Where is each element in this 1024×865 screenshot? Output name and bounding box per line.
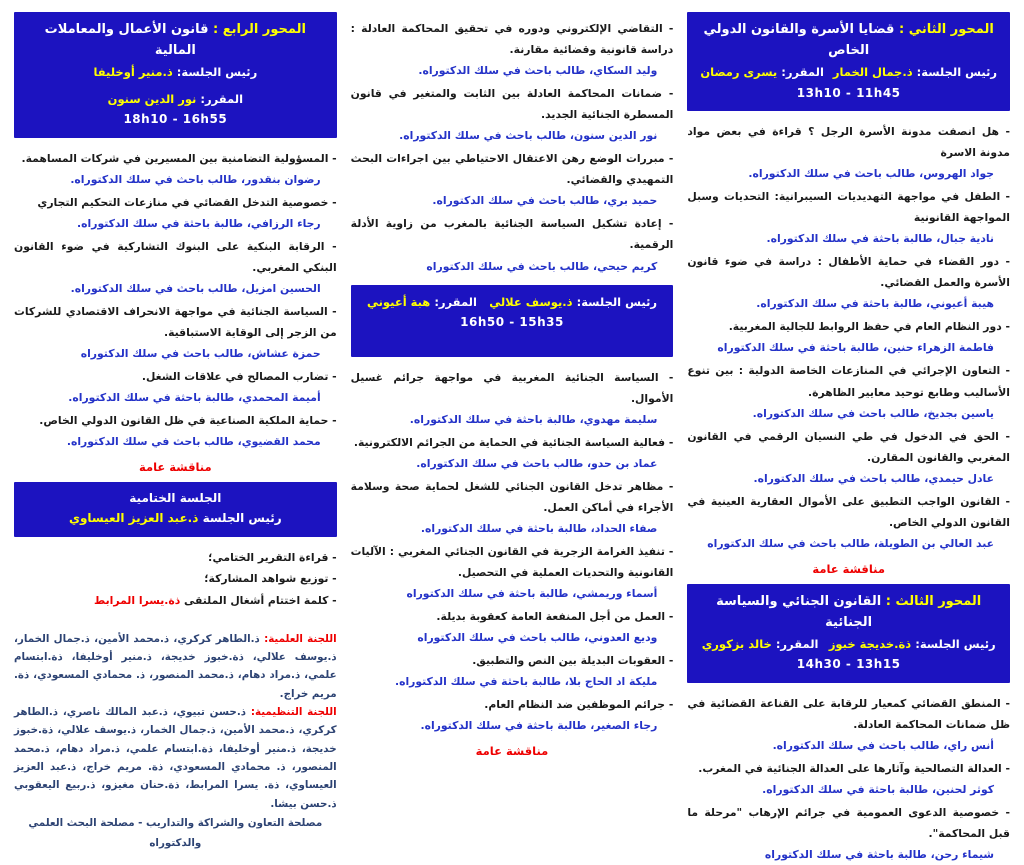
paper-title: - مظاهر تدخل القانون الجنائي للشغل لحماية صحة وسلامة الأجراء في أماكن العمل.	[350, 479, 674, 514]
paper-item	[687, 693, 1010, 756]
paper-item	[351, 83, 674, 146]
paper-item	[687, 360, 1010, 423]
axis2-label: المحور الثاني :	[898, 22, 994, 37]
paper-item	[14, 192, 337, 234]
axis2-rapporteur: يسرى رمضان	[700, 64, 778, 79]
paper-title: - العدالة التصالحية وآثارها على العدالة الجنائية في المغرب.	[698, 761, 1010, 775]
column-right	[687, 12, 1010, 862]
closing-item: - توزيع شواهد المشاركة؛	[204, 572, 337, 586]
paper-presenter: وليد السكاي، طالب باحث في سلك الدكتوراه.	[418, 64, 658, 78]
axis4-session-line	[24, 62, 327, 109]
paper-presenter: جواد الهروس، طالب باحث في سلك الدكتوراه.	[748, 167, 994, 181]
closing-session-header	[14, 482, 337, 537]
paper-title: - مبررات الوضع رهن الاعتقال الاحتياطي بين اجراءات البحث التمهيدي والقضائي.	[350, 152, 674, 187]
axis3-session-line	[697, 634, 1000, 655]
axis2-chair: ذ.جمال الخمار	[832, 64, 913, 79]
paper-title: - حماية الملكية الصناعية في ظل القانون الدولي الخاص.	[39, 414, 337, 428]
closing-item: - قراءة التقرير الختامي؛	[208, 550, 337, 564]
paper-title: - تنفيذ الغرامة الزجرية في القانون الجنائي المغربي : الآليات القانونية والتحديات العملية في التحصيل.	[350, 545, 674, 580]
organizing-committee	[14, 703, 337, 813]
column-left	[13, 12, 337, 849]
axis4-time: 18h10 - 16h55	[123, 112, 228, 127]
rapporteur-label: المقرر:	[200, 91, 244, 106]
paper-item	[14, 236, 337, 299]
paper-item	[351, 18, 674, 81]
paper-item	[687, 121, 1010, 184]
paper-presenter: الحسين امزيل، طالب باحث في سلك الدكتوراه.	[70, 281, 321, 295]
axis4-rapporteur: نور الدين سنون	[107, 91, 197, 106]
general-discussion: مناقشة عامة	[475, 744, 549, 759]
paper-title: - تضارب المصالح في علاقات الشغل.	[141, 370, 337, 384]
axis3-label: المحور الثالث :	[885, 593, 982, 609]
chair-label: رئيس الجلسة:	[176, 64, 258, 79]
axis2-title: قضايا الأسرة والقانون الدولي الخاص	[703, 22, 895, 59]
paper-title: - ضمانات المحاكمة العادلة بين الثابت والمتغير في قانون المسطرة الجنائية الجديد.	[350, 87, 674, 122]
scientific-committee-label: اللجنة العلمية:	[259, 632, 337, 645]
paper-item	[351, 213, 674, 276]
paper-title: - خصوصية التدخل القضائي في منازعات التحكيم التجاري	[37, 195, 337, 209]
organizing-committee-label: اللجنة التنظيمية:	[246, 705, 337, 718]
paper-title: - الحق في الدخول في طي النسيان الرقمي في القانون المغربي والقانون المقارن.	[687, 429, 1010, 464]
closing-item	[14, 590, 337, 612]
axis2-session-line	[697, 62, 1000, 83]
paper-presenter: عبد العالي بن الطويلة، طالب باحث في سلك الدكتوراه	[707, 536, 994, 550]
axis3-title: القانون الجنائي والسياسة الجنائية	[716, 593, 882, 631]
organizing-committee-members: ذ.حسن تبيوي، ذ.عبد المالك ناصري، ذ.الطاهر كركري، ذ.محمد الأمين، ذ.جمال الخمار، ذ.يوسف علالي، ذة.خبوز خديجة، ذ.منير أوخليفا، ذة.ابتسام علمي، ذ.مراد دهام، ذ.محمد المنصور، ذ. محمادي المسعودي، ذة. مريم خراج، ذ.عبد العزيز العيساوي، ذة. يسرا المرابط، ذة.حنان مغيزو، ذ.ربيع اليعقوبي ذ.حسن بيشا.	[13, 705, 337, 810]
paper-presenter: عادل حيمدي، طالب باحث في سلك الدكتوراه.	[753, 471, 994, 485]
paper-presenter: شيماء رحن، طالبة باحثة في سلك الدكتوراه	[764, 848, 994, 862]
column-middle	[350, 12, 674, 759]
axis2-title-line	[697, 19, 1000, 62]
paper-presenter: رجاء الرزافي، طالبة باحثة في سلك الدكتوراه.	[77, 216, 321, 230]
evening-session-line	[361, 292, 664, 313]
paper-item	[351, 541, 674, 604]
paper-presenter: مليكة اد الحاج بلا، طالبة باحثة في سلك الدكتوراه.	[394, 675, 658, 689]
paper-presenter: نور الدين سنون، طالب باحث في سلك الدكتوراه.	[399, 129, 658, 143]
paper-title: - دور النظام العام في حفظ الروابط للجالية المغربية.	[728, 320, 1010, 334]
paper-title: - هل انصفت مدونة الأسرة الرجل ؟ قراءة في بعض مواد مدونة الاسرة	[687, 124, 1010, 159]
paper-presenter: حمزة عشاش، طالب باحث في سلك الدكتوراه	[80, 347, 321, 361]
chair-label: رئيس الجلسة:	[915, 636, 996, 651]
paper-title: - الرقابة البنكية على البنوك التشاركية في ضوء القانون البنكي المغربي.	[13, 239, 337, 274]
closing-chair-label: رئيس الجلسة	[202, 511, 282, 526]
paper-item	[687, 186, 1010, 249]
paper-title: - التعاون الإجرائي في المنازعات الخاصة الدولية : بين تنوع الأساليب وطابع توحيد معايير الظاهرة.	[687, 364, 1010, 399]
services-line: مصلحة التعاون والشراكة والتداريب - مصلحة البحث العلمي والدكتوراه	[28, 816, 323, 849]
paper-item	[14, 366, 337, 408]
scientific-committee-members: ذ.الطاهر كركري، ذ.محمد الأمين، ذ.جمال الخمار، ذ.يوسف علالي، ذة.خبوز خديجة، ذ.منير أوخليفا، ذة.ابتسام علمي، ذ.مراد دهام، ذ.محمد المنصور، ذ. محمادي المسعودي، ذة. مريم خراج.	[13, 632, 337, 700]
paper-title: - المسؤولية التضامنية بين المسيرين في شركات المساهمة.	[21, 151, 337, 165]
axis4-chair: ذ.منير أوخليفا	[93, 64, 173, 79]
closing-chair: ذ.عبد العزيز العيساوي	[68, 511, 199, 526]
paper-title: - دور القضاء في حماية الأطفال : دراسة في ضوء قانون الأسرة والعمل القضائي.	[687, 255, 1010, 290]
paper-title: - العمل من أجل المنفعة العامة كعقوبة بديلة.	[436, 610, 674, 624]
paper-item	[351, 367, 674, 430]
axis4-title: قانون الأعمال والمعاملات المالية	[44, 22, 209, 59]
axis4-title-line	[24, 19, 327, 62]
paper-presenter: فاطمة الزهراء حنين، طالبة باحثة في سلك الدكتوراه	[717, 341, 994, 355]
paper-item	[14, 148, 337, 190]
paper-title: - السياسة الجنائية في مواجهة الانحراف الاقتصادي للشركات من الزجر إلى الوقاية الاستباقية.	[13, 304, 337, 340]
paper-item	[687, 802, 1010, 865]
paper-title: - السياسة الجنائية المغربية في مواجهة جرائم غسيل الأموال.	[350, 370, 674, 405]
scientific-committee	[14, 630, 337, 703]
evening-time: 16h50 - 15h35	[460, 315, 564, 330]
paper-item	[687, 426, 1010, 489]
axis2-time: 13h10 - 11h45	[796, 85, 901, 100]
closing-title: الجلسة الختامية	[129, 491, 222, 506]
paper-presenter: نادية جبال، طالبة باحثة في سلك الدكتوراه.	[766, 232, 994, 246]
chair-label: رئيس الجلسة:	[916, 64, 998, 79]
paper-title: - فعالية السياسة الجنائية في الحماية من الجرائم الالكترونية.	[353, 435, 674, 449]
axis3-time: 14h30 - 13h15	[796, 657, 901, 672]
paper-presenter: رضوان بنقدور، طالب باحث في سلك الدكتوراه.	[70, 172, 321, 186]
paper-item	[351, 650, 674, 692]
paper-presenter: أميمة المحمدي، طالبة باحثة في سلك الدكتوراه.	[68, 391, 321, 405]
paper-presenter: رجاء الصغير، طالبة باحثة في سلك الدكتوراه.	[420, 719, 658, 733]
paper-item	[14, 410, 337, 452]
rapporteur-label: المقرر:	[775, 636, 819, 651]
closing-chair-line	[24, 509, 327, 529]
paper-presenter: كوثر لحنين، طالبة باحثة في سلك الدكتوراه.	[762, 783, 994, 797]
paper-presenter: محمد القضيوي، طالب باحث في سلك الدكتوراه.	[66, 435, 321, 449]
paper-item	[351, 476, 674, 539]
general-discussion: مناقشة عامة	[139, 460, 212, 475]
paper-title: - خصوصية الدعوى العمومية في جرائم الإرهاب "مرحلة ما قبل المحاكمة".	[687, 806, 1010, 841]
paper-presenter: هيبة أعيوني، طالبة باحثة في سلك الدكتوراه.	[756, 297, 994, 311]
rapporteur-label: المقرر:	[434, 294, 477, 309]
session-header-evening	[351, 285, 674, 357]
paper-item	[14, 301, 337, 364]
paper-presenter: كريم حيحي، طالب باحث في سلك الدكتوراه	[426, 259, 658, 273]
paper-item	[687, 316, 1010, 358]
closing-word-speaker: ذة.يسرا المرابط	[94, 594, 181, 608]
paper-item	[687, 758, 1010, 800]
axis3-chair: ذة.خديجة خبوز	[828, 636, 912, 651]
axis3-rapporteur: خالد بزكوري	[701, 636, 772, 651]
paper-presenter: أسماء وريمشي، طالبة باحثة في سلك الدكتوراه	[406, 587, 658, 601]
session-header-axis3	[687, 584, 1010, 683]
chair-label: رئيس الجلسة:	[576, 294, 658, 309]
paper-title: - القانون الواجب التطبيق على الأموال العقارية العينية في القانون الدولي الخاص.	[687, 494, 1010, 529]
paper-item	[351, 694, 674, 736]
paper-presenter: عماد بن حدو، طالب باحث في سلك الدكتوراه.	[416, 456, 658, 470]
paper-presenter: حميد بري، طالب باحث في سلك الدكتوراه.	[432, 194, 658, 208]
paper-item	[687, 251, 1010, 314]
axis4-label: المحور الرابع :	[213, 22, 306, 37]
paper-title: - إعادة تشكيل السياسة الجنائية بالمغرب من زاوية الأدلة الرقمية.	[350, 217, 674, 252]
evening-chair: ذ.يوسف علالي	[489, 294, 573, 309]
paper-presenter: ياسين بجديخ، طالب باحث في سلك الدكتوراه.	[752, 406, 994, 420]
paper-title: - العقوبات البديلة بين النص والتطبيق.	[472, 654, 674, 668]
paper-item	[687, 491, 1010, 554]
paper-item	[351, 148, 674, 211]
paper-title: - جرائم الموظفين ضد النظام العام.	[484, 698, 674, 712]
paper-presenter: أنس راي، طالب باحث في سلك الدكتوراه.	[772, 738, 994, 752]
session-header-axis2	[687, 12, 1010, 111]
paper-title: - الطفل في مواجهة التهديديات السيبرانية: التحديات وسبل المواجهة القانونية	[687, 190, 1010, 225]
paper-title: - المنطق القضائي كمعيار للرقابة على القناعة القضائية في ظل ضمانات المحاكمة العادلة.	[687, 696, 1010, 731]
closing-word: - كلمة اختتام أشغال الملتقى	[180, 594, 337, 608]
paper-item	[351, 606, 674, 648]
paper-presenter: وديع العدوني، طالب باحث في سلك الدكتوراه	[417, 631, 658, 645]
paper-presenter: صفاء الحداد، طالبة باحثة في سلك الدكتوراه.	[420, 521, 658, 535]
paper-item	[351, 432, 674, 474]
rapporteur-label: المقرر:	[781, 64, 824, 79]
axis3-title-line	[697, 591, 1000, 634]
session-header-axis4	[14, 12, 337, 138]
paper-title: - التقاضي الإلكتروني ودوره في تحقيق المحاكمة العادلة : دراسة قانونية وقضائية مقارنة.	[350, 22, 674, 57]
general-discussion: مناقشة عامة	[812, 561, 885, 576]
paper-presenter: سليمة مهدوي، طالبة باحثة في سلك الدكتوراه.	[409, 412, 658, 426]
evening-rapporteur: هبة أعيوني	[366, 294, 431, 309]
